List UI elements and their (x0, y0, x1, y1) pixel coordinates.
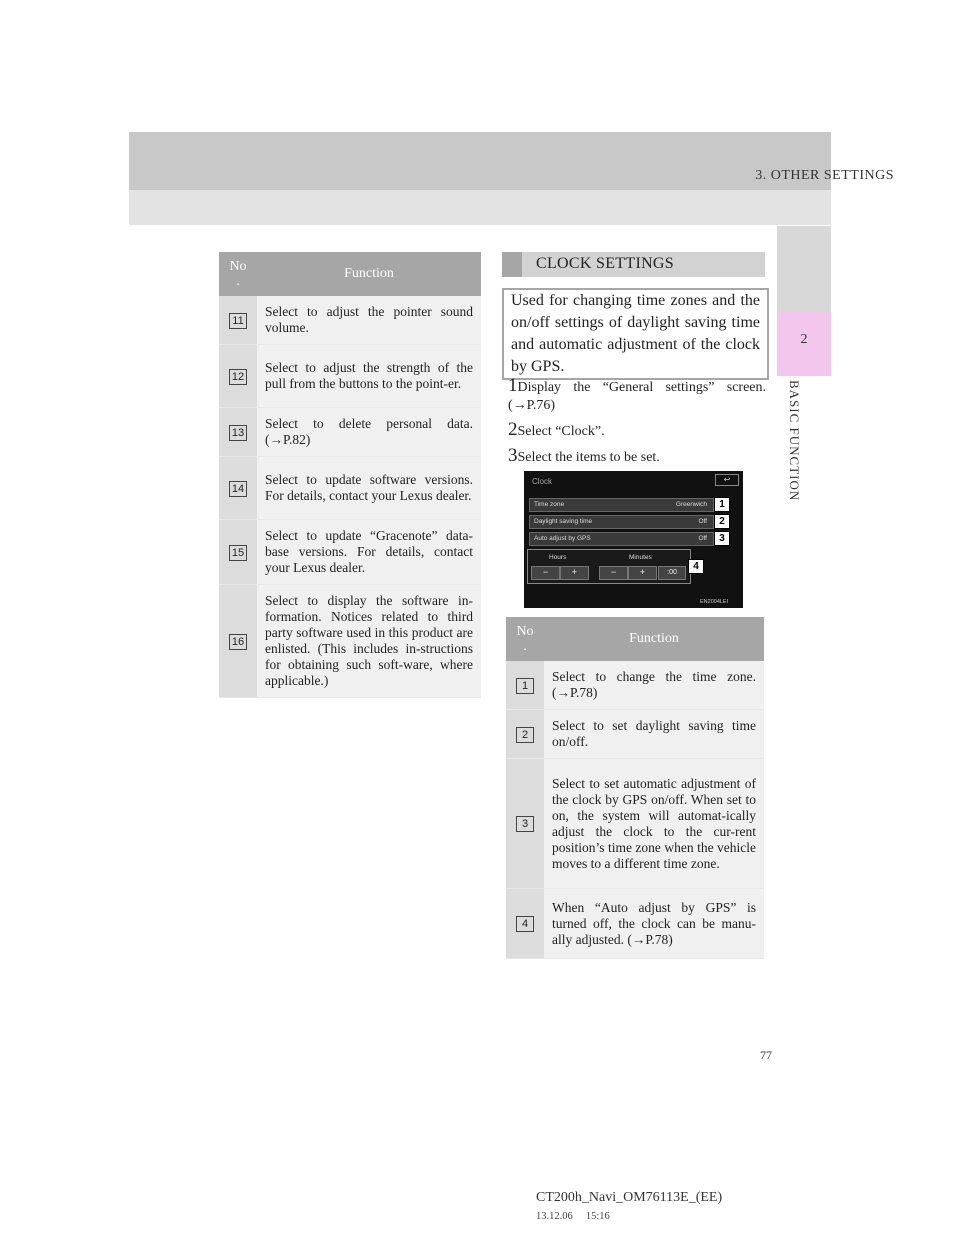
table-row (506, 759, 764, 889)
step-2 (508, 421, 605, 441)
section-intro: Used for changing time zones and the on/off settings of daylight saving time and automatic adjustment of the clock by GPS. (502, 288, 769, 380)
section-marker (502, 252, 522, 277)
row-number: 13 (229, 425, 247, 441)
side-tab-number: 2 (800, 332, 808, 347)
row-value: Greenwich (675, 501, 707, 508)
right-function-table (506, 617, 764, 959)
header-subbar (129, 190, 831, 225)
row-label: Daylight saving time (534, 518, 593, 525)
row-number: 1 (516, 678, 534, 694)
row-function: Select to set automatic adjustment of the clock by GPS on/off. When set to on, the system will automat-ically adjust the clock to the cur-rent position’s time zone when the vehicle moves to a different time zone. (544, 759, 764, 889)
table-row (219, 345, 481, 408)
row-function: Select to display the software in-formation. Notices related to third party software used in this product are enlisted. (This includes in-structions for obtaining such soft-ware, where applicable.) (257, 585, 481, 698)
minutes-label: Minutes (629, 554, 652, 561)
row-function: Select to update software versions. For details, contact your Lexus dealer. (257, 457, 481, 520)
table-row (219, 296, 481, 345)
row-function: Select to adjust the strength of the pull from the buttons to the point-er. (257, 345, 481, 408)
side-tab-label: BASIC FUNCTION (787, 380, 802, 502)
table-row (506, 661, 764, 710)
minutes-value: :00 (658, 566, 686, 580)
left-function-table (219, 252, 481, 698)
minutes-minus-button[interactable]: − (599, 566, 628, 580)
row-value: Off (698, 535, 707, 542)
row-number: 4 (516, 916, 534, 932)
auto-adjust-gps-row[interactable] (529, 532, 714, 546)
col-function-header: Function (257, 252, 481, 296)
row-function: Select to adjust the pointer sound volume. (257, 296, 481, 345)
row-number: 2 (516, 727, 534, 743)
col-function-header: Function (544, 617, 764, 661)
row-number: 11 (229, 313, 247, 329)
step-number: 2 (508, 419, 518, 440)
footer-timestamp: 13.12.06 15:16 (536, 1211, 610, 1222)
clock-screen-illustration (524, 471, 743, 608)
row-label: Auto adjust by GPS (534, 535, 591, 542)
row-number: 16 (229, 634, 247, 650)
page-number: 77 (760, 1048, 772, 1062)
step-3 (508, 447, 660, 467)
daylight-saving-row[interactable] (529, 515, 714, 529)
callout-2: 2 (714, 514, 730, 529)
manual-adjust-panel (527, 549, 691, 584)
step-text: Display the “General settings” screen. (→P.76) (508, 380, 766, 413)
hours-label: Hours (549, 554, 567, 561)
side-tab-top (777, 226, 831, 312)
page-header-title: 3. OTHER SETTINGS (755, 168, 894, 183)
back-icon[interactable]: ↩ (715, 474, 739, 486)
row-function: When “Auto adjust by GPS” is turned off, the clock can be manu-ally adjusted. (→P.78) (544, 889, 764, 959)
section-title: CLOCK SETTINGS (536, 255, 674, 272)
screen-title: Clock (532, 477, 553, 486)
row-value: Off (698, 518, 707, 525)
col-no-header: No . (506, 617, 544, 661)
callout-3: 3 (714, 531, 730, 546)
col-no-header: No . (219, 252, 257, 296)
section-heading (502, 252, 765, 277)
footer-document-id: CT200h_Navi_OM76113E_(EE) (536, 1190, 723, 1205)
step-text: Select “Clock”. (517, 424, 605, 439)
row-number: 3 (516, 816, 534, 832)
hours-plus-button[interactable]: + (560, 566, 589, 580)
row-function: Select to update “Gracenote” data-base versions. For details, contact your Lexus dealer. (257, 520, 481, 585)
row-function: Select to change the time zone. (→P.78) (544, 661, 764, 710)
step-1 (508, 377, 766, 415)
table-row (219, 408, 481, 457)
step-text: Select the items to be set. (517, 450, 660, 465)
header-bar (129, 132, 831, 190)
image-code: EN2004LEI (700, 599, 729, 605)
table-row (219, 520, 481, 585)
table-row (219, 457, 481, 520)
callout-4: 4 (688, 559, 704, 574)
table-row (219, 585, 481, 698)
row-number: 14 (229, 481, 247, 497)
table-row (506, 710, 764, 759)
row-number: 15 (229, 545, 247, 561)
row-label: Time zone (534, 501, 565, 508)
row-function: Select to delete personal data. (→P.82) (257, 408, 481, 457)
callout-1: 1 (714, 497, 730, 512)
row-function: Select to set daylight saving time on/off. (544, 710, 764, 759)
minutes-plus-button[interactable]: + (628, 566, 657, 580)
hours-minus-button[interactable]: − (531, 566, 560, 580)
row-number: 12 (229, 369, 247, 385)
step-number: 3 (508, 445, 518, 466)
step-number: 1 (508, 375, 518, 396)
table-row (506, 889, 764, 959)
time-zone-row[interactable] (529, 498, 714, 512)
